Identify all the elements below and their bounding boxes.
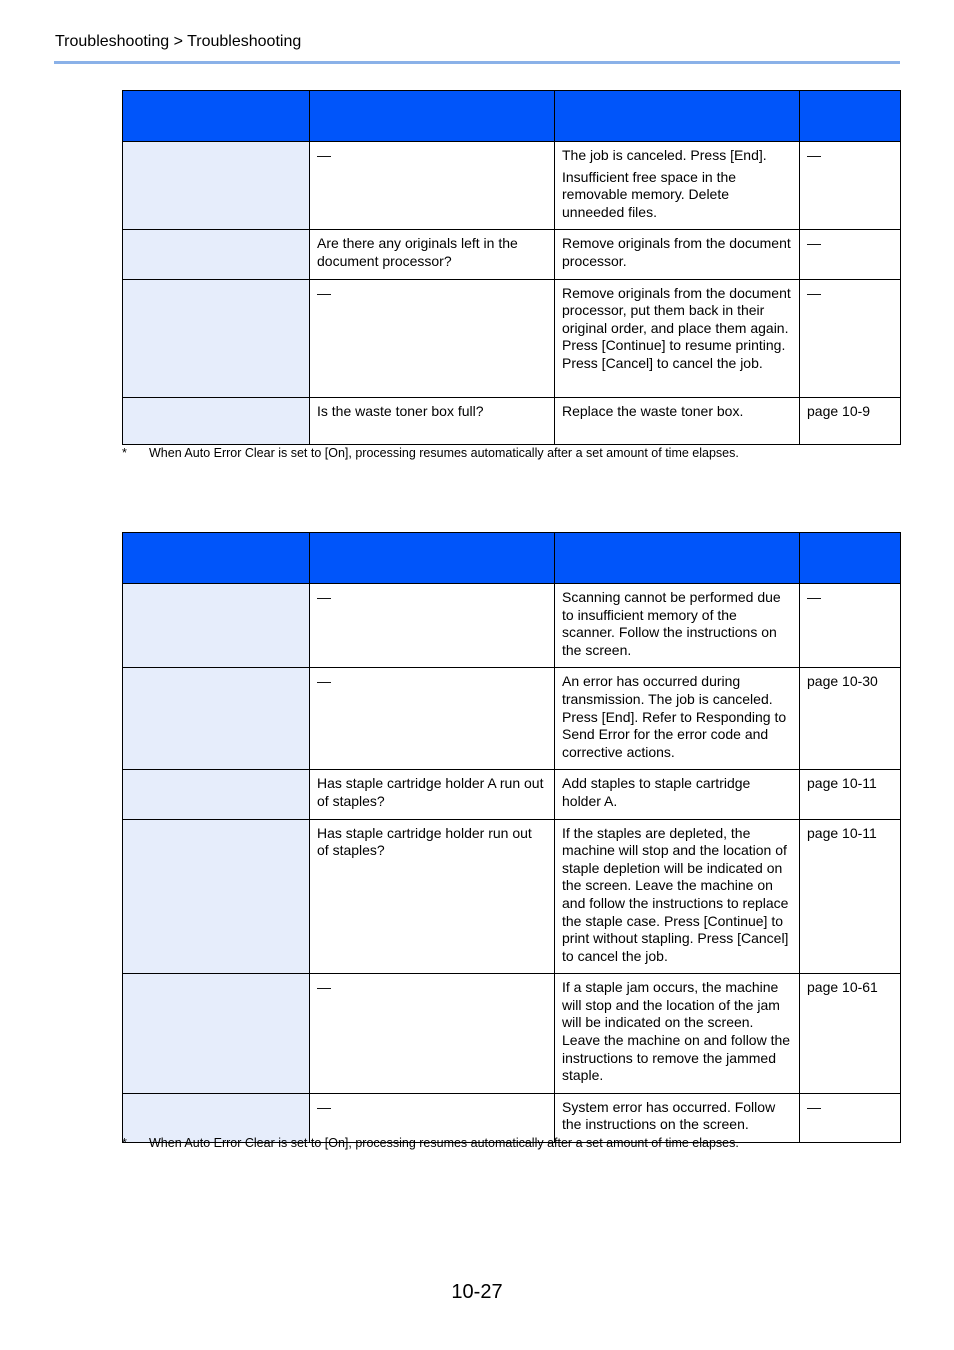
reference-cell: — xyxy=(800,279,901,397)
footnote xyxy=(122,446,739,461)
checkpoints-cell: — xyxy=(310,974,555,1094)
procedure-text: An error has occurred during transmission. The job is canceled. Press [End]. Refer to Responding to Send Error for the error code and corrective actions. xyxy=(562,673,787,760)
reference-cell: — xyxy=(800,1093,901,1142)
breadcrumb: Troubleshooting > Troubleshooting xyxy=(55,33,302,50)
procedure-text: Insufficient free space in the removable memory. Delete unneeded files. xyxy=(562,168,737,220)
procedure-text: Add staples to staple cartridge holder A. xyxy=(562,775,751,809)
procedure-cell xyxy=(555,819,800,974)
reference-cell: — xyxy=(800,230,901,279)
checkpoints-cell: Is the waste toner box full? xyxy=(310,397,555,444)
header-cell-procedure xyxy=(555,91,800,142)
procedure-text: If the staples are depleted, the machine will stop and the location of staple depletion will be indicated on the screen. Leave the machine on and follow the instructions to replace the staple case. Press [Continue] to print without stapling. Press [Cancel] to cancel the job. xyxy=(562,824,789,964)
table-row xyxy=(123,230,901,279)
table-header-row xyxy=(123,533,901,584)
reference-cell: page 10-11 xyxy=(800,819,901,974)
procedure-text: Scanning cannot be performed due to insufficient memory of the scanner. Follow the instructions on the screen. xyxy=(562,589,781,658)
footnote xyxy=(122,1136,739,1151)
checkpoints-cell: — xyxy=(310,668,555,770)
table-row xyxy=(123,279,901,397)
reference-cell: — xyxy=(800,142,901,230)
header-cell-procedure xyxy=(555,533,800,584)
procedure-text: The job is canceled. Press [End]. xyxy=(562,147,767,163)
message-cell xyxy=(123,397,310,444)
table-header-row xyxy=(123,91,901,142)
procedure-text: If a staple jam occurs, the machine will stop and the location of the jam will be indicated on the screen. Leave the machine on and follow the instructions to remove the jammed staple. xyxy=(562,979,791,1084)
procedure-cell xyxy=(555,974,800,1094)
procedure-cell xyxy=(555,584,800,668)
message-cell xyxy=(123,584,310,668)
message-cell xyxy=(123,819,310,974)
footnote-marker: * xyxy=(122,1136,127,1150)
header-cell-message xyxy=(123,533,310,584)
message-cell xyxy=(123,770,310,819)
procedure-text: Replace the waste toner box. xyxy=(562,402,744,419)
checkpoints-cell: — xyxy=(310,1093,555,1142)
header-rule xyxy=(54,61,900,64)
procedure-cell xyxy=(555,279,800,397)
table-row xyxy=(123,819,901,974)
checkpoints-cell: — xyxy=(310,279,555,397)
message-cell xyxy=(123,974,310,1094)
message-cell xyxy=(123,279,310,397)
procedure-cell xyxy=(555,230,800,279)
procedure-text: Remove originals from the document processor. xyxy=(562,235,791,269)
table-row xyxy=(123,770,901,819)
table-row xyxy=(123,974,901,1094)
procedure-cell xyxy=(555,668,800,770)
procedure-text: System error has occurred. Follow the instructions on the screen. xyxy=(562,1098,776,1133)
checkpoints-cell: Has staple cartridge holder A run out of staples? xyxy=(310,770,555,819)
checkpoints-cell: — xyxy=(310,142,555,230)
message-cell xyxy=(123,142,310,230)
footnote-text: When Auto Error Clear is set to [On], processing resumes automatically after a set amount of time elapses. xyxy=(149,1136,739,1150)
checkpoints-cell: Has staple cartridge holder run out of staples? xyxy=(310,819,555,974)
footnote-marker: * xyxy=(122,446,127,460)
message-cell xyxy=(123,668,310,770)
table-row xyxy=(123,397,901,444)
reference-cell: page 10-11 xyxy=(800,770,901,819)
table-row xyxy=(123,142,901,230)
troubleshooting-table-1 xyxy=(122,90,901,445)
procedure-cell xyxy=(555,770,800,819)
table-row xyxy=(123,668,901,770)
troubleshooting-table-2 xyxy=(122,532,901,1143)
checkpoints-cell: — xyxy=(310,584,555,668)
procedure-text: Remove originals from the document processor, put them back in their original order, and place them again. Press [Continue] to resume printing. Press [Cancel] to cancel the job. xyxy=(562,284,791,371)
header-cell-checkpoints xyxy=(310,533,555,584)
reference-cell: page 10-9 xyxy=(800,397,901,444)
header-cell-checkpoints xyxy=(310,91,555,142)
message-cell xyxy=(123,230,310,279)
header-cell-message xyxy=(123,91,310,142)
page-number: 10-27 xyxy=(451,1281,503,1303)
table-row xyxy=(123,584,901,668)
procedure-cell xyxy=(555,397,800,444)
checkpoints-cell: Are there any originals left in the document processor? xyxy=(310,230,555,279)
procedure-cell xyxy=(555,142,800,230)
header-cell-reference xyxy=(800,533,901,584)
header-cell-reference xyxy=(800,91,901,142)
reference-cell: page 10-30 xyxy=(800,668,901,770)
footnote-text: When Auto Error Clear is set to [On], processing resumes automatically after a set amount of time elapses. xyxy=(149,446,739,460)
reference-cell: — xyxy=(800,584,901,668)
reference-cell: page 10-61 xyxy=(800,974,901,1094)
